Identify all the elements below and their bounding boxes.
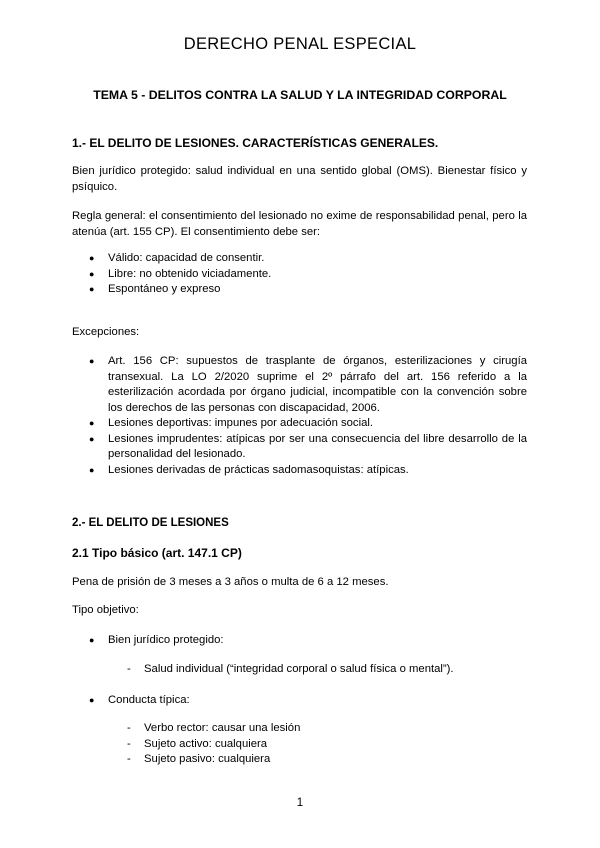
list-item: ● Bien jurídico protegido: (72, 633, 527, 649)
tema-title: TEMA 5 - DELITOS CONTRA LA SALUD Y LA INTEGRIDAD CORPORAL (93, 88, 507, 102)
list-item: ● Libre: no obtenido viciadamente. (72, 267, 527, 283)
list-item: ● Art. 156 CP: supuestos de trasplante de órganos, esterilizaciones y cirugía transexual. La LO 2/2020 suprime el 2º párrafo del art. 156 referido a la esterilización acordada por órgano judicial, incompatible con la convención sobre los derechos de las personas con discapacidad, 2006. (72, 354, 527, 416)
list-item: ● Lesiones derivadas de prácticas sadomasoquistas: atípicas. (72, 463, 527, 479)
list-item: ● Lesiones imprudentes: atípicas por ser una consecuencia del libre desarrollo de la personalidad del lesionado. (72, 432, 527, 463)
bien-juridico-sublist (72, 662, 454, 678)
regla-general-paragraph: Regla general: el consentimiento del lesionado no exime de responsabilidad penal, pero la atenúa (art. 155 CP). El consentimiento debe ser: (72, 210, 527, 238)
pena-paragraph: Pena de prisión de 3 meses a 3 años o multa de 6 a 12 meses. (72, 576, 389, 588)
list-item: - Sujeto activo: cualquiera (72, 737, 300, 753)
conducta-bullet (72, 693, 527, 709)
list-item: ● Conducta típica: (72, 693, 527, 709)
list-item: - Verbo rector: causar una lesión (72, 721, 300, 737)
document-title: DERECHO PENAL ESPECIAL (183, 35, 417, 53)
list-item: ● Válido: capacidad de consentir. (72, 251, 527, 267)
list-item: ● Espontáneo y expreso (72, 282, 527, 298)
section-2-1-heading: 2.1 Tipo básico (art. 147.1 CP) (72, 546, 242, 560)
list-item: ● Lesiones deportivas: impunes por adecuación social. (72, 416, 527, 432)
bien-juridico-paragraph: Bien jurídico protegido: salud individual en una sentido global (OMS). Bienestar físico y psíquico. (72, 165, 527, 193)
list-item: - Salud individual (“integridad corporal o salud física o mental”). (72, 662, 454, 678)
page-number: 1 (296, 797, 304, 809)
list-item: - Sujeto pasivo: cualquiera (72, 752, 300, 768)
tipo-objetivo-label: Tipo objetivo: (72, 604, 139, 616)
excepciones-label: Excepciones: (72, 326, 140, 338)
bien-juridico-bullet (72, 633, 527, 649)
section-1-heading: 1.- EL DELITO DE LESIONES. CARACTERÍSTICAS GENERALES. (72, 136, 439, 150)
requisitos-list (72, 251, 527, 298)
conducta-sublist (72, 721, 300, 768)
excepciones-list (72, 354, 527, 478)
section-2-heading: 2.- EL DELITO DE LESIONES (72, 517, 229, 529)
